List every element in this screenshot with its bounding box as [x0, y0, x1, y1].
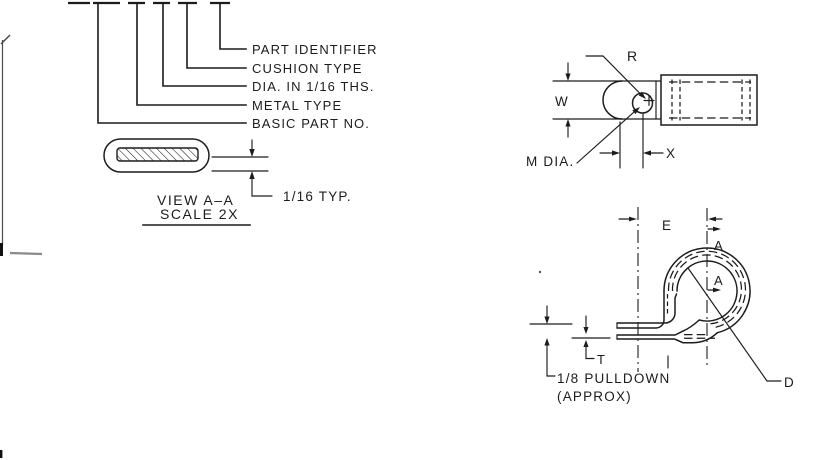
typ-arrow-down: [249, 149, 254, 157]
view-aa-title: VIEW A–A: [157, 192, 235, 208]
pulldown-extension-lines: [530, 324, 610, 338]
section-arrow-bottom-label: A: [714, 273, 724, 288]
thickness-label: T: [597, 352, 607, 367]
metal-type-label: METAL TYPE: [252, 98, 343, 113]
view-aa-section: [104, 139, 352, 225]
radius-label: R: [627, 48, 639, 64]
typ-extension-lines: [212, 157, 268, 171]
clamp-side-view: [526, 48, 757, 169]
offset-label: X: [666, 146, 677, 161]
section-arrow-bottom: [713, 288, 721, 293]
spacing-arrow-right: [629, 217, 637, 222]
cushion-type-label: CUSHION TYPE: [252, 61, 363, 76]
width-label: W: [555, 94, 569, 109]
spacing-label: E: [662, 218, 673, 233]
pulldown-leader-elbow: [547, 343, 555, 376]
leader-metal-type: [137, 3, 246, 105]
hole-dia-label: M DIA.: [526, 154, 575, 169]
spacing-arrow-left: [708, 217, 716, 222]
lower-band-cushion-dashes: [684, 335, 715, 339]
width-arrow-down: [565, 74, 570, 82]
tube-dia-label: D: [784, 375, 795, 390]
cushion-hidden-lines-horizontal: [669, 82, 751, 118]
part-number-callout-tree: [68, 3, 378, 131]
view-aa-scale: SCALE 2X: [160, 206, 239, 222]
tab-rounded-end: [603, 81, 622, 119]
hole-dia-leader: [577, 109, 638, 164]
section-arrow-top-label: A: [714, 238, 724, 253]
section-arrow-top: [713, 227, 721, 232]
metal-strap-hatched-section: [117, 148, 198, 161]
pulldown-note-line2: (APPROX): [557, 389, 632, 404]
typ-leader-elbow: [252, 178, 272, 196]
offset-arrow-left: [643, 150, 651, 155]
typ-dimension-label: 1/16 TYP.: [283, 189, 352, 204]
pulldown-note-line1: 1/8 PULLDOWN: [557, 371, 671, 386]
offset-arrow-right: [612, 150, 620, 155]
cushion-hidden-lines-vertical: [672, 80, 750, 121]
thickness-arrow-down: [583, 327, 588, 334]
part-identifier-label: PART IDENTIFIER: [252, 42, 378, 57]
leader-cushion-type: [187, 3, 246, 68]
leader-dia: [163, 3, 246, 86]
leader-part-identifier: [220, 3, 246, 49]
dia-in-16ths-label: DIA. IN 1/16 THS.: [252, 79, 375, 94]
clamp-profile-view: [530, 207, 795, 404]
basic-part-no-label: BASIC PART NO.: [252, 116, 370, 131]
width-arrow-up: [565, 119, 570, 127]
pulldown-arrow-down: [544, 317, 549, 325]
